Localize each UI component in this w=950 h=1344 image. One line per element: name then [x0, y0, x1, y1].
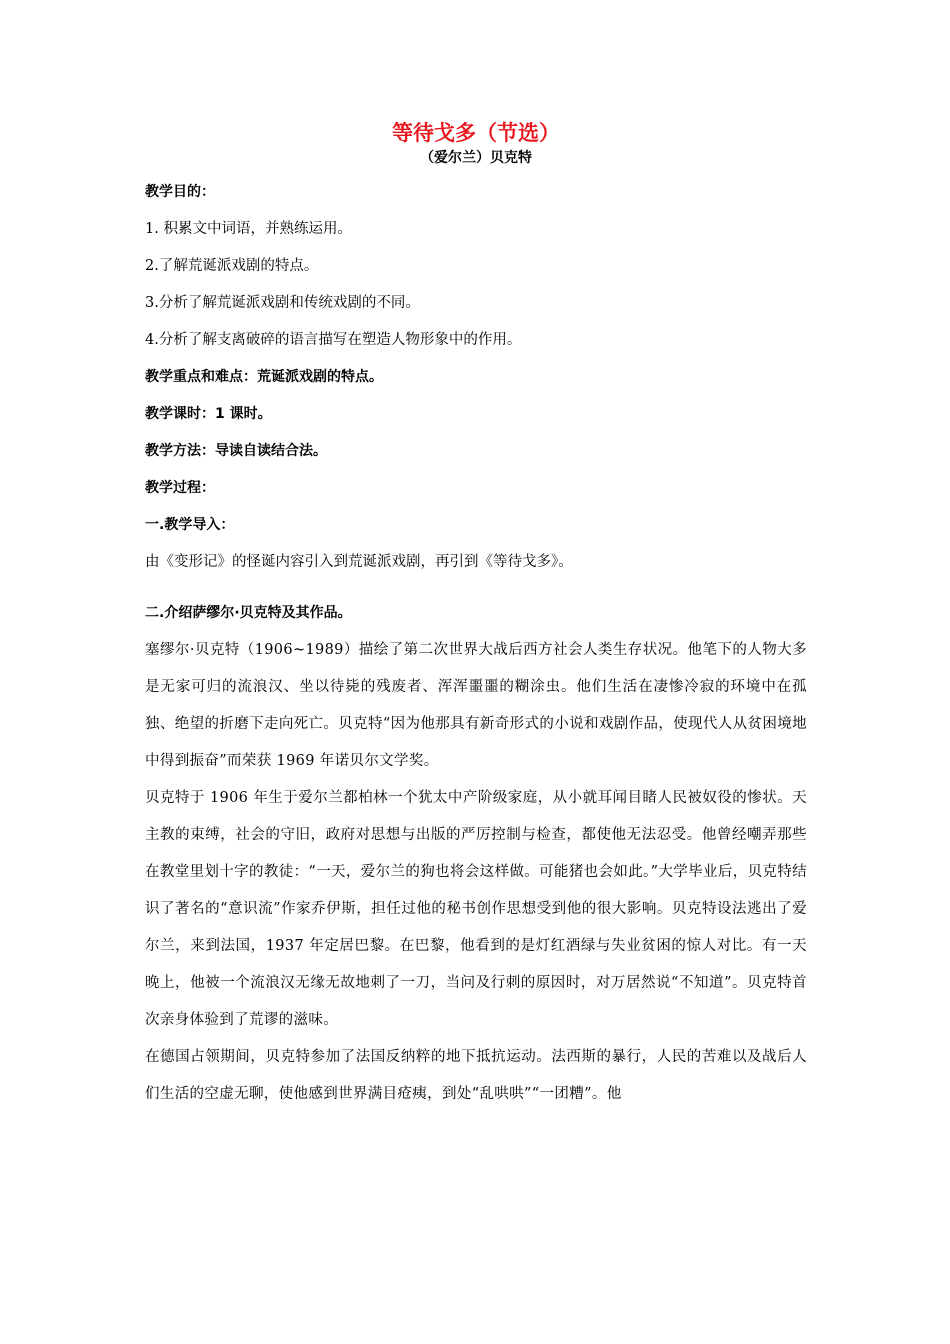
section2-paragraph-3: 在德国占领期间，贝克特参加了法国反纳粹的地下抵抗运动。法西斯的暴行，人民的苦难以及战后人们生活的空虚无聊，使他感到世界满目疮痍，到处“乱哄哄”“一团糟”。他 — [145, 1049, 807, 1102]
process-heading: 教学过程： — [145, 480, 215, 496]
document-title: 等待戈多（节选） — [392, 121, 560, 145]
objective-item-3: 3.分析了解荒诞派戏剧和传统戏剧的不同。 — [145, 295, 420, 311]
section2-heading: 二.介绍萨缪尔·贝克特及其作品。 — [145, 605, 352, 621]
objectives-heading: 教学目的： — [145, 184, 215, 200]
key-points: 教学重点和难点：荒诞派戏剧的特点。 — [145, 369, 383, 385]
class-hours: 教学课时：1 课时。 — [145, 406, 272, 422]
section2-paragraph-2: 贝克特于 1906 年生于爱尔兰都柏林一个犹太中产阶级家庭，从小就耳闻目睹人民被奴役的惨状。天主教的束缚，社会的守旧，政府对思想与出版的严厉控制与检查，都使他无法忍受。他曾经嘲弄那些在教堂里划十字的教徒：“一天，爱尔兰的狗也将会这样做。可能猪也会如此。”大学毕业后，贝克特结识了著名的“意识流”作家乔伊斯，担任过他的秘书创作思想受到他的很大影响。贝克特设法逃出了爱尔兰，来到法国，1937 年定居巴黎。在巴黎，他看到的是灯红酒绿与失业贫困的惊人对比。有一天晚上，他被一个流浪汉无缘无故地刺了一刀，当问及行刺的原因时，对万居然说“不知道”。贝克特首次亲身体验到了荒谬的滋味。 — [145, 790, 807, 1028]
section1-text: 由《变形记》的怪诞内容引入到荒诞派戏剧，再引到《等待戈多》。 — [145, 554, 573, 570]
document-author: （爱尔兰）贝克特 — [420, 150, 532, 166]
objective-item-2: 2.了解荒诞派戏剧的特点。 — [145, 258, 319, 274]
objective-item-1: 1. 积累文中词语，并熟练运用。 — [145, 221, 352, 237]
teaching-method: 教学方法：导读自读结合法。 — [145, 443, 327, 459]
document-body — [145, 118, 807, 1113]
section-spacer — [145, 581, 807, 595]
objective-item-4: 4.分析了解支离破碎的语言描写在塑造人物形象中的作用。 — [145, 332, 522, 348]
section2-paragraph-1: 塞缪尔·贝克特（1906~1989）描绘了第二次世界大战后西方社会人类生存状况。他笔下的人物大多是无家可归的流浪汉、坐以待毙的残废者、浑浑噩噩的糊涂虫。他们生活在凄惨冷寂的环境中在孤独、绝望的折磨下走向死亡。贝克特“因为他那具有新奇形式的小说和戏剧作品，使现代人从贫困境地中得到振奋”而荣获 1969 年诺贝尔文学奖。 — [145, 642, 807, 769]
section1-heading: 一.教学导入： — [145, 517, 235, 533]
